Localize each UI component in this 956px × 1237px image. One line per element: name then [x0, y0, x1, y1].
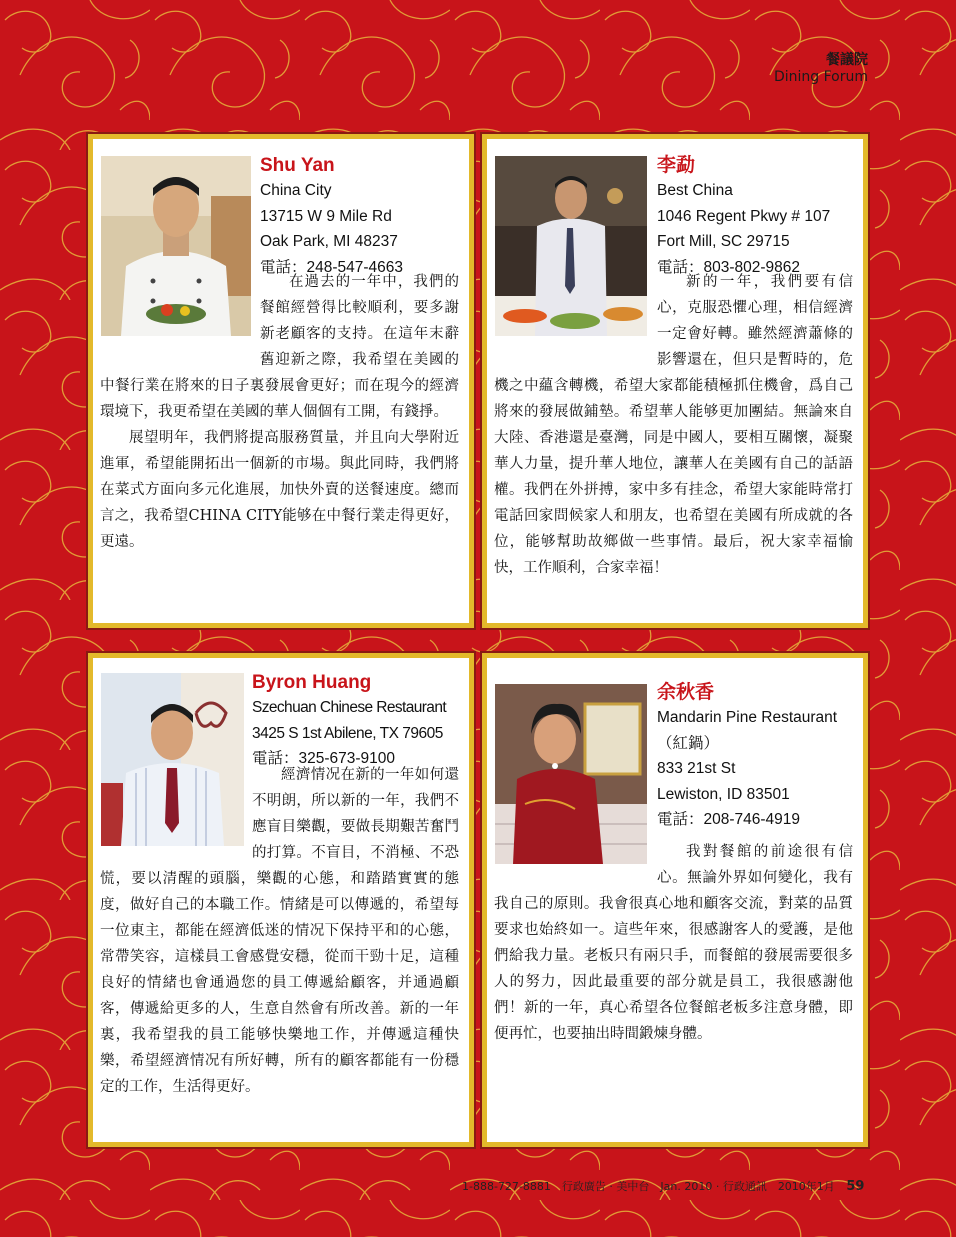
statement-paragraph: 新的一年，我們要有信心，克服恐懼心理，相信經濟一定會好轉。雖然經濟蕭條的影響還在，但只是暫時的，危機之中蘊含轉機，希望大家都能積極抓住機會，爲自己將來的發展做鋪墊。希望華人能够更加團結。無論來自大陸、香港還是臺灣，同是中國人，要相互關懷，凝聚華人力量，提升華人地位，讓華人在美國有自己的話語權。我們在外拼搏，家中多有挂念，希望大家能時常打電話回家問候家人和朋友，也希望在美國有所成就的各位，能够幫助故鄉做一些事情。最后，祝大家幸福愉快，工作順利，合家幸福！ — [494, 274, 853, 576]
restaurant-name: China City — [260, 182, 332, 199]
restaurant-name: Szechuan Chinese Restaurant — [252, 699, 447, 716]
person-name: 余秋香 — [657, 682, 715, 703]
person-name: Shu Yan — [260, 155, 335, 176]
phone-number: 電話：803-802-9862 — [657, 258, 801, 276]
statement-text — [494, 269, 853, 581]
restaurant-name: Best China — [657, 182, 733, 199]
owner-photo — [495, 684, 647, 864]
address-line-2: Oak Park, MI 48237 — [260, 233, 398, 250]
profile-card-li-meng — [482, 134, 868, 628]
restaurant-name-zh: （紅鍋） — [657, 734, 720, 752]
statement-text — [100, 269, 459, 555]
address-line-1: 833 21st St — [657, 760, 736, 777]
address-line-2: Fort Mill, SC 29715 — [657, 233, 790, 250]
statement-paragraph: 展望明年，我們將提高服務質量，并且向大學附近進軍，希望能開拓出一個新的市場。與此同時，我們將在菜式方面向多元化進展，加快外賣的送餐速度。總而言之，我希望CHINA CITY能够在中餐行業走得更好，更遠。 — [100, 430, 459, 550]
phone-number: 電話：248-547-4663 — [260, 258, 404, 276]
section-title-zh: 餐議院 — [826, 52, 868, 68]
statement-paragraph: 經濟情况在新的一年如何還不明朗，所以新的一年，我們不應盲目樂觀，要做長期艱苦奮鬥的打算。不盲目，不消極、不恐慌，要以清醒的頭腦，樂觀的心態，和踏踏實實的態度，做好自己的本職工作。情緒是可以傳遞的，希望每一位東主，都能在經濟低迷的情况下保持平和的心態，常帶笑容，這樣員工會感覺安穩，從而干勁十足，這種良好的情緒也會通過您的員工傳遞給顧客，并通過顧客，傳遞給更多的人，生意自然會有所改善。新的一年裏，我希望我的員工能够快樂地工作，并傳遞這種快樂，希望經濟情况有所好轉，所有的顧客都能有一份穩定的工作，生活得更好。 — [100, 767, 459, 1095]
address-line-1: 1046 Regent Pkwy # 107 — [657, 207, 831, 225]
phone-number: 電話：208-746-4919 — [657, 811, 801, 828]
section-header — [774, 52, 868, 86]
person-name: 李勐 — [657, 155, 696, 176]
address-line-2: Lewiston, ID 83501 — [657, 785, 790, 803]
profile-card-byron-huang — [88, 653, 474, 1147]
section-title-en: Dining Forum — [773, 69, 868, 85]
page-footer — [462, 1178, 864, 1194]
person-name: Byron Huang — [252, 672, 372, 693]
restaurant-name: Mandarin Pine Restaurant — [657, 709, 838, 726]
address-line: 3425 S 1st Abilene, TX 79605 — [252, 724, 443, 742]
statement-text — [494, 839, 853, 1047]
statement-paragraph: 我對餐館的前途很有信心。無論外界如何變化，我有我自己的原則。我會很真心地和顧客交流，對菜的品質要求也始終如一。這些年來，很感謝客人的愛護，是他們給我力量。老板只有兩只手，而餐館的發展需要很多人的努力，因此最重要的部分就是員工，我很感謝他們！新的一年，真心希望各位餐館老板多注意身體，即便再忙，也要抽出時間鍛煉身體。 — [494, 844, 853, 1042]
phone-number: 電話：325-673-9100 — [252, 750, 396, 767]
footer-text: 1-888-727-8881 行政廣告 · 美中台 Jan. 2010 · 行政通訊 2010年1月 — [462, 1180, 835, 1193]
page-number: 59 — [846, 1179, 865, 1194]
address-line-1: 13715 W 9 Mile Rd — [260, 207, 392, 225]
statement-text — [100, 762, 459, 1100]
profile-card-yu-qiuxiang — [482, 653, 868, 1147]
statement-paragraph: 在過去的一年中，我們的餐館經營得比較順利，要多謝新老顧客的支持。在這年末辭舊迎新之際，我希望在美國的中餐行業在將來的日子裏發展會更好；而在現今的經濟環境下，我更希望在美國的華人個個有工開，有錢掙。 — [100, 274, 459, 420]
profile-card-shu-yan — [88, 134, 474, 628]
